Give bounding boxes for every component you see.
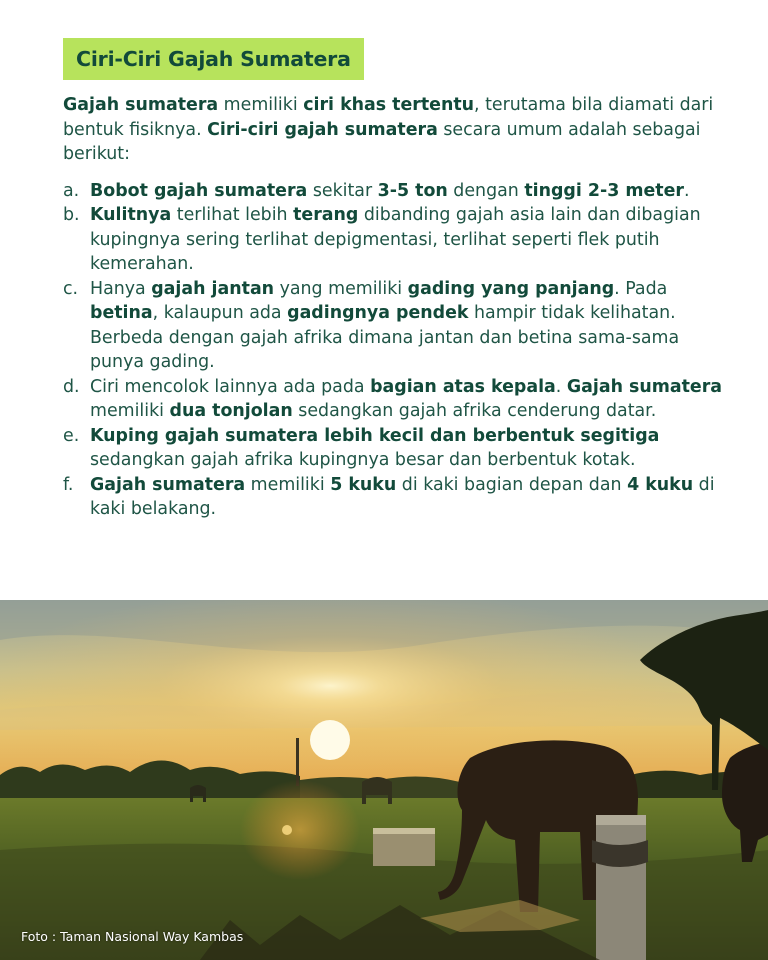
elephant-sunset-photo [0,600,768,960]
text-run: dibanding gajah asia lain dan dibagian kupingnya sering terlihat depigmentasi, terlihat seperti flek putih kemerahan. [90,205,701,274]
list-marker: f. [63,474,74,495]
list-item [63,473,728,522]
bold-text: gajah jantan [151,278,275,299]
bold-text: 5 kuku [330,474,397,495]
bold-text: betina [90,303,153,323]
text-run: , terutama bila diamati dari bentuk fisiknya. [63,95,714,140]
text-run: sedangkan gajah afrika kupingnya besar dan berbentuk kotak. [90,450,636,470]
text-run: Hanya [90,278,152,299]
text-run: memiliki [90,401,170,421]
list-item [63,203,728,277]
bold-text: gadingnya pendek [287,303,469,323]
text-run: sedangkan gajah afrika cenderung datar. [292,401,657,421]
bold-text: tinggi 2-3 meter [524,180,684,201]
text-run: terlihat lebih [171,205,294,225]
text-run: hampir tidak kelihatan. Berbeda dengan gajah afrika dimana jantan dan betina sama-sama punya gading. [90,303,680,372]
list-marker: e. [63,425,80,446]
text-run: yang memiliki [274,278,408,299]
text-run: , kalaupun ada [152,303,288,323]
bold-text: gading yang panjang [407,278,615,299]
list-marker: a. [63,180,80,201]
list-item [63,277,728,375]
bold-text: Bobot gajah sumatera [90,180,308,201]
text-run: di kaki belakang. [90,474,715,519]
text-run: . Pada [614,278,668,299]
article-body [63,93,728,522]
bold-text: bagian atas kepala [370,376,556,397]
list-marker: d. [63,376,80,397]
text-run: sekitar [307,180,378,201]
bold-text: dua tonjolan [169,401,293,421]
text-run: . [555,376,567,397]
text-run: dengan [447,180,525,201]
bold-text: Gajah sumatera [90,474,246,495]
bold-text: 4 kuku [627,474,694,495]
photo-credit: Foto : Taman Nasional Way Kambas [21,929,244,944]
intro-paragraph [63,93,728,167]
bold-text: Kulitnya [90,205,172,225]
text-run: . [683,180,690,201]
title-badge [63,38,364,80]
list-item [63,375,728,424]
bold-text: terang [293,205,359,225]
text-run: memiliki [218,95,304,115]
characteristics-list [63,179,728,522]
text-run: di kaki bagian depan dan [396,474,628,495]
list-marker: b. [63,205,80,225]
bold-text: 3-5 ton [377,180,448,201]
bold-text: Ciri-ciri gajah sumatera [207,119,438,140]
bold-text: Gajah sumatera [566,376,723,397]
bold-text: ciri khas tertentu [303,95,475,115]
bold-text: Gajah sumatera [63,95,219,115]
text-run: memiliki [245,474,331,495]
page-title: Ciri-Ciri Gajah Sumatera [76,47,351,71]
list-item [63,179,728,204]
list-marker: c. [63,278,79,299]
photo-illustration [0,600,768,960]
text-run: Ciri mencolok lainnya ada pada [90,376,371,397]
text-run: secara umum adalah sebagai berikut: [63,119,701,164]
list-item [63,424,728,473]
bold-text: Kuping gajah sumatera lebih kecil dan berbentuk segitiga [90,425,660,446]
